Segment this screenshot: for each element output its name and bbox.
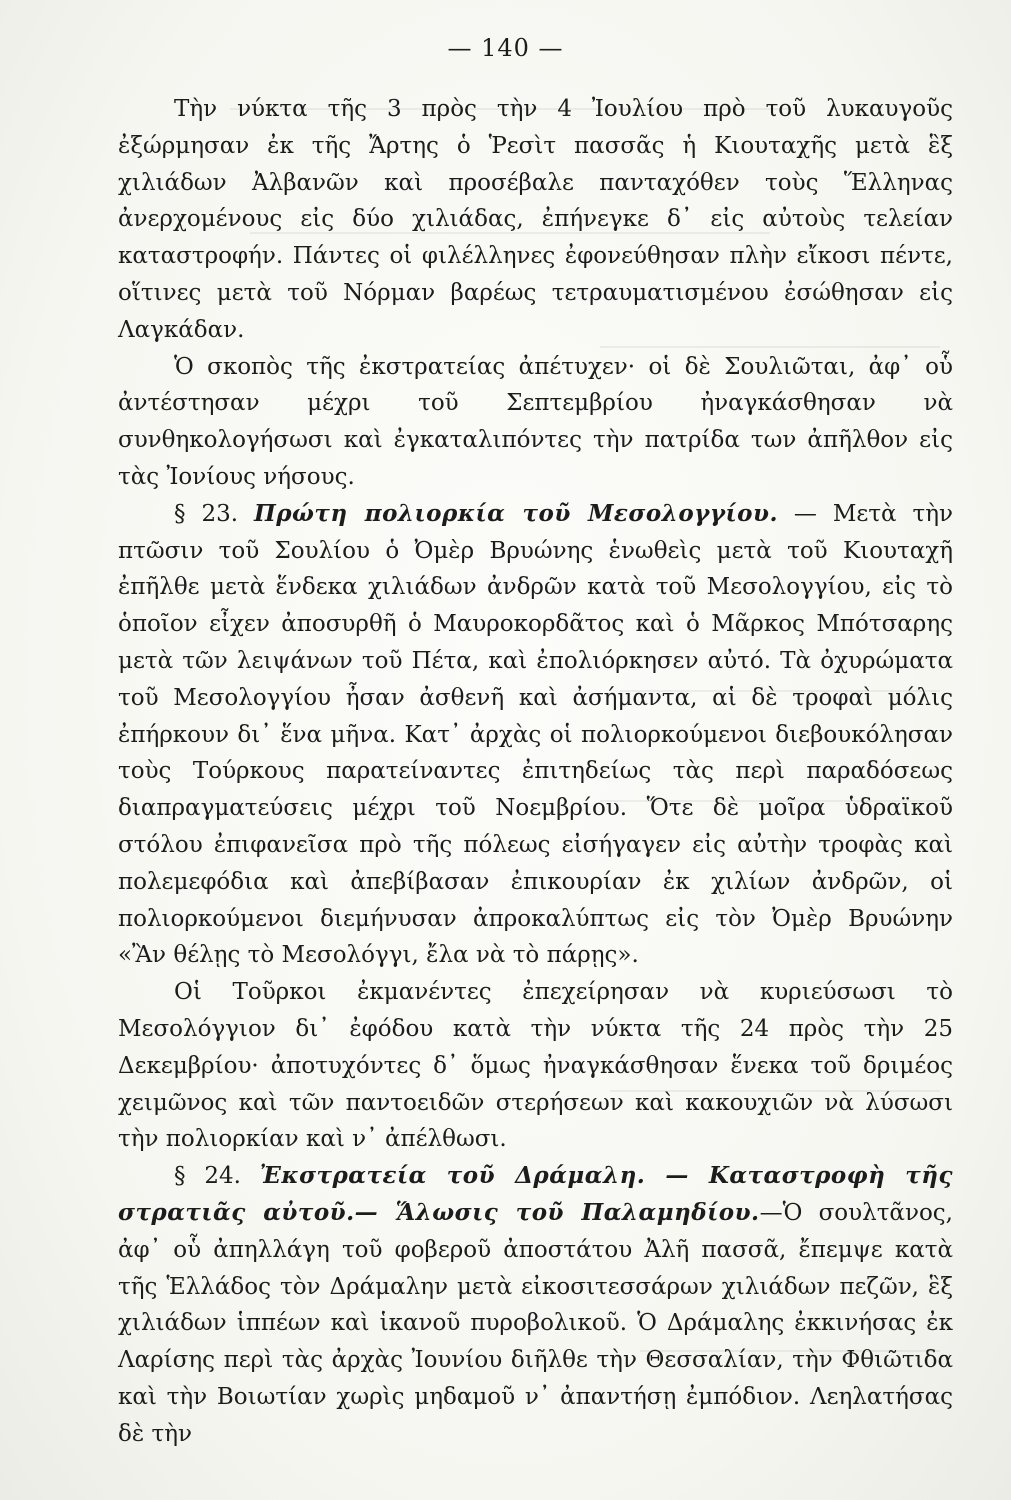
section-number: § 24. xyxy=(174,1163,241,1190)
paragraph-text: —Ὁ σουλτᾶνος, ἀφ᾿ οὗ ἀπηλλάγη τοῦ φοβεροῦ ἀποστάτου Ἀλῆ πασσᾶ, ἔπεμψε κατὰ τῆς Ἑλλάδος τὸν Δράμαλην μετὰ εἰκοσιτεσσάρων χιλιάδων πεζῶν, ἓξ χιλιάδων ἱππέων καὶ ἱκανοῦ πυροβολικοῦ. Ὁ Δράμαλης ἐκκινήσας ἐκ Λαρίσης περὶ τὰς ἀρχὰς Ἰουνίου διῆλθε τὴν Θεσσαλίαν, τὴν Φθιῶτιδα καὶ τὴν Βοιωτίαν χωρὶς μηδαμοῦ ν᾿ ἀπαντήσῃ ἐμπόδιον. Λεηλατήσας δὲ τὴν xyxy=(118,1199,953,1447)
paragraph-text: Ὁ σκοπὸς τῆς ἐκστρατείας ἀπέτυχεν· οἱ δὲ Σουλιῶται, ἀφ᾿ οὗ ἀντέστησαν μέχρι τοῦ Σεπτεμβρίου ἠναγκάσθησαν νὰ συνθηκολογήσωσι καὶ ἐγκαταλιπόντες τὴν πατρίδα των ἀπῆλθον εἰς τὰς Ἰονίους νήσους. xyxy=(118,353,953,490)
section-paragraph xyxy=(118,496,953,974)
paragraph-text: — Μετὰ τὴν πτῶσιν τοῦ Σουλίου ὁ Ὀμὲρ Βρυώνης ἑνωθεὶς μετὰ τοῦ Κιουταχῆ ἐπῆλθε μετὰ ἕνδεκα χιλιάδων ἀνδρῶν κατὰ τοῦ Μεσολογγίου, εἰς τὸ ὁποῖον εἶχεν ἀποσυρθῆ ὁ Μαυροκορδᾶτος καὶ ὁ Μᾶρκος Μπότσαρης μετὰ τῶν λειψάνων τοῦ Πέτα, καὶ ἐπολιόρκησεν αὐτό. Τὰ ὀχυρώματα τοῦ Μεσολογγίου ἦσαν ἀσθενῆ καὶ ἀσήμαντα, αἱ δὲ τροφαὶ μόλις ἐπήρκουν δι᾿ ἕνα μῆνα. Κατ᾿ ἀρχὰς οἱ πολιορκούμενοι διεβουκόλησαν τοὺς Τούρκους παρατείναντες ἐπιτηδείως τὰς περὶ παραδόσεως διαπραγματεύσεις μέχρι τοῦ Νοεμβρίου. Ὅτε δὲ μοῖρα ὑδραϊκοῦ στόλου ἐπιφανεῖσα πρὸ τῆς πόλεως εἰσήγαγεν εἰς αὐτὴν τροφὰς καὶ πολεμεφόδια καὶ ἀπεβίβασαν ἐπικουρίαν ἐκ χιλίων ἀνδρῶν, οἱ πολιορκούμενοι διεμήνυσαν ἀπροκαλύπτως εἰς τὸν Ὀμὲρ Βρυώνην «Ἂν θέλῃς τὸ Μεσολόγγι, ἔλα νὰ τὸ πάρῃς». xyxy=(118,500,954,969)
section-title: Πρώτη πολιορκία τοῦ Μεσολογγίου. xyxy=(253,499,778,527)
paragraph xyxy=(118,91,953,349)
paragraph-text: Τὴν νύκτα τῆς 3 πρὸς τὴν 4 Ἰουλίου πρὸ τοῦ λυκαυγοῦς ἐξώρμησαν ἐκ τῆς Ἄρτης ὁ Ῥεσὶτ πασσᾶς ἡ Κιουταχῆς μετὰ ἓξ χιλιάδων Ἀλβανῶν καὶ προσέβαλε πανταχόθεν τοὺς Ἕλληνας ἀνερχομένους εἰς δύο χιλιάδας, ἐπήνεγκε δ᾿ εἰς αὐτοὺς τελείαν καταστροφήν. Πάντες οἱ φιλέλληνες ἐφονεύθησαν πλὴν εἴκοσι πέντε, οἵτινες μετὰ τοῦ Νόρμαν βαρέως τετραυματισμένου ἐσώθησαν εἰς Λαγκάδαν. xyxy=(118,96,953,343)
paragraph xyxy=(118,349,953,496)
section-title: Ἐκστρατεία τοῦ Δράμαλη. — Καταστροφὴ τῆς στρατιᾶς αὐτοῦ.— Ἅλωσις τοῦ Παλαμηδίου. xyxy=(118,1162,954,1226)
paragraph-text: Οἱ Τοῦρκοι ἐκμανέντες ἐπεχείρησαν νὰ κυριεύσωσι τὸ Μεσολόγγιον δι᾿ ἐφόδου κατὰ τὴν νύκτα τῆς 24 πρὸς τὴν 25 Δεκεμβρίου· ἀποτυχόντες δ᾿ ὅμως ἠναγκάσθησαν ἕνεκα τοῦ δριμέος χειμῶνος καὶ τῶν παντοειδῶν στερήσεων καὶ κακουχιῶν νὰ λύσωσι τὴν πολιορκίαν καὶ ν᾿ ἀπέλθωσι. xyxy=(118,979,953,1153)
paragraph xyxy=(118,974,953,1158)
section-number: § 23. xyxy=(174,500,239,527)
section-paragraph xyxy=(118,1158,953,1452)
body-text xyxy=(118,91,953,1452)
page-number: — 140 — xyxy=(447,34,564,62)
